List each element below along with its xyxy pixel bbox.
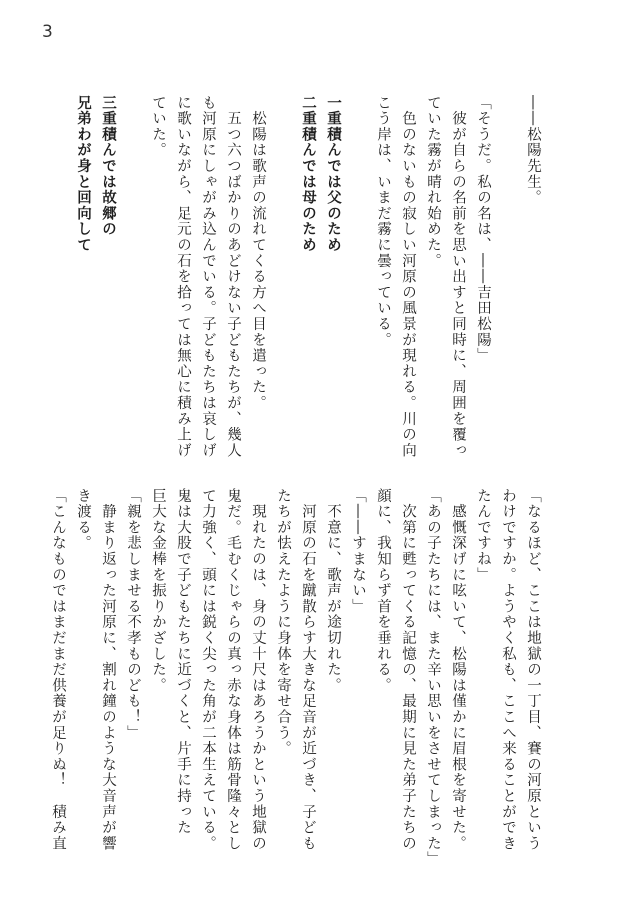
text-line: 巨大な金棒を振りかざした。 [150, 488, 166, 694]
text-line: 「なるほど、ここは地獄の一丁目、賽の河原という [525, 488, 541, 852]
text-line: 不意に、歌声が途切れた。 [325, 488, 341, 694]
verse-line: 二重積んでは母のため [300, 95, 316, 253]
text-block-top [70, 95, 545, 459]
page-number: 3 [42, 22, 53, 42]
text-line: たんですね」 [475, 488, 491, 583]
text-line [495, 95, 520, 435]
text-line: こう岸は、いまだ霧に曇っている。 [375, 95, 391, 348]
text-line: ――松陽先生。 [525, 95, 541, 206]
text-line: 静まり返った河原に、割れ鐘のような大音声が響 [100, 488, 116, 852]
text-line: 色のないもの寂しい河原の風景が現れる。川の向 [400, 95, 416, 459]
text-line: 「そうだ。私の名は、――吉田松陽」 [475, 95, 491, 364]
text-line: て力強く、頭には鋭く尖った角が二本生えている。 [200, 488, 216, 852]
text-line: 次第に甦ってくる記憶の、最期に見た弟子たちの [400, 488, 416, 852]
verse-line: 一重積んでは父のため [325, 95, 341, 253]
text-line: たちが怯えたように身体を寄せ合う。 [275, 488, 291, 757]
text-line: ていた。 [150, 95, 166, 159]
text-line: 「親を悲しませる不孝ものども！」 [125, 488, 141, 741]
text-line: 鬼は大股で子どもたちに近づくと、片手に持った [175, 488, 191, 836]
text-line: 現れたのは、身の丈十尺はあろうかという地獄の [250, 488, 266, 852]
text-line: 河原の石を蹴散らす大きな足音が近づき、子ども [300, 488, 316, 852]
text-line: 顔に、我知らず首を垂れる。 [375, 488, 391, 694]
text-line: 松陽は歌声の流れてくる方へ目を遣った。 [250, 95, 266, 411]
text-line [120, 95, 145, 435]
text-line: き渡る。 [75, 488, 91, 552]
text-block-bottom [45, 488, 545, 868]
text-line: 「こんなものではまだまだ供養が足りぬ！ 積み直 [50, 488, 66, 852]
verse-line: 三重積んでは故郷の [100, 95, 116, 238]
text-line: 五つ六つばかりのあどけない子どもたちが、幾人 [225, 95, 241, 459]
text-line: 「あの子たちには、また辛い思いをさせてしまった」 [425, 488, 441, 868]
verse-line: 兄弟わが身と回向して [75, 95, 91, 253]
text-line: 感慨深げに呟いて、松陽は僅かに眉根を寄せた。 [450, 488, 466, 852]
text-line [345, 95, 370, 435]
text-line: に歌いながら、足元の石を拾っては無心に積み上げ [175, 95, 191, 459]
text-line: 鬼だ。毛むくじゃらの真っ赤な身体は筋骨隆々とし [225, 488, 241, 852]
text-line [270, 95, 295, 435]
text-line: 「――すまない」 [350, 488, 366, 615]
text-line: 彼が自らの名前を思い出すと同時に、周囲を覆っ [450, 95, 466, 459]
text-line: ていた霧が晴れ始めた。 [425, 95, 441, 269]
text-line: わけですか。ようやく私も、ここへ来ることができ [500, 488, 516, 852]
text-line: も河原にしゃがみ込んでいる。子どもたちは哀しげ [200, 95, 216, 459]
